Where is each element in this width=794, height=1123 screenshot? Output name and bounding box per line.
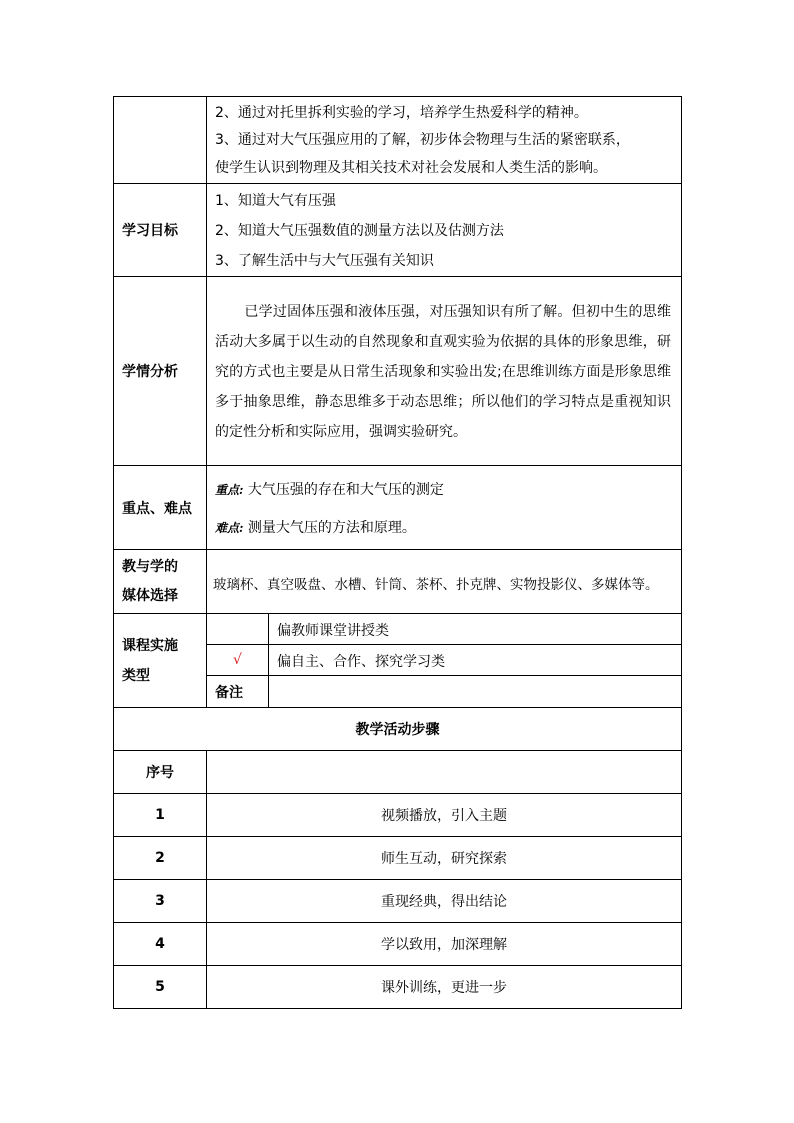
media-label-line: 媒体选择 — [122, 587, 178, 604]
step-text: 视频播放，引入主题 — [207, 794, 682, 837]
table-row — [114, 880, 682, 923]
key-tag: 重点: — [215, 482, 244, 497]
objectives-row — [114, 97, 682, 184]
table-row — [114, 794, 682, 837]
media-row — [114, 550, 682, 614]
difficult-text: 测量大气压的方法和原理。 — [247, 519, 416, 536]
key-points-content — [207, 466, 682, 550]
objective-line: 使学生认识到物理及其相关技术对社会发展和人类生活的影响。 — [215, 160, 607, 176]
step-number: 1 — [114, 794, 207, 837]
learning-goals-label: 学习目标 — [114, 184, 207, 277]
step-number: 2 — [114, 837, 207, 880]
remark-content — [269, 676, 682, 708]
media-content: 玻璃杯、真空吸盘、水槽、针筒、茶杯、扑克牌、实物投影仪、多媒体等。 — [207, 550, 682, 614]
content-header — [207, 751, 682, 794]
course-type-label-line: 课程实施 — [122, 637, 178, 654]
table-row — [114, 837, 682, 880]
key-points-label: 重点、难点 — [114, 466, 207, 550]
objective-line: 3、通过对大气压强应用的了解，初步体会物理与生活的紧密联系， — [215, 132, 630, 148]
student-analysis-text: 已学过固体压强和液体压强，对压强知识有所了解。但初中生的思维活动大多属于以生动的自然现象和直观实验为依据的具体的形象思维，研究的方式也主要是从日常生活现象和实验出发;在思维训练方面是形象思维多于抽象思维，静态思维多于动态思维；所以他们的学习特点是重视知识的定性分析和实际应用，强调实验研究。 — [215, 304, 671, 440]
student-analysis-content — [207, 277, 682, 466]
difficult-point-line — [215, 509, 675, 547]
course-type-check — [207, 614, 269, 645]
table-row — [114, 966, 682, 1009]
learning-goals-content — [207, 184, 682, 277]
key-points-row — [114, 466, 682, 550]
course-type-row-1 — [114, 614, 682, 645]
steps-title-row — [114, 708, 682, 751]
course-type-option: 偏教师课堂讲授类 — [269, 614, 682, 645]
media-label — [114, 550, 207, 614]
step-text: 课外训练，更进一步 — [207, 966, 682, 1009]
steps-header-row — [114, 751, 682, 794]
key-text: 大气压强的存在和大气压的测定 — [247, 481, 444, 498]
steps-title: 教学活动步骤 — [114, 708, 682, 751]
course-type-check: √ — [207, 645, 269, 676]
course-type-label-line: 类型 — [122, 667, 150, 684]
objectives-label-cell — [114, 97, 207, 184]
media-label-line: 教与学的 — [122, 558, 178, 575]
table-row — [114, 923, 682, 966]
goal-item: 2、知道大气压强数值的测量方法以及估测方法 — [215, 223, 504, 239]
learning-goals-row — [114, 184, 682, 277]
step-number: 4 — [114, 923, 207, 966]
lesson-plan-table — [113, 96, 682, 1009]
step-text: 重现经典，得出结论 — [207, 880, 682, 923]
objectives-content — [207, 97, 682, 184]
step-text: 师生互动，研究探索 — [207, 837, 682, 880]
difficult-tag: 难点: — [215, 520, 244, 535]
course-type-label — [114, 614, 207, 708]
step-number: 5 — [114, 966, 207, 1009]
key-point-line — [215, 471, 675, 509]
student-analysis-row — [114, 277, 682, 466]
index-header: 序号 — [114, 751, 207, 794]
goal-item: 3、了解生活中与大气压强有关知识 — [215, 253, 434, 269]
course-type-option: 偏自主、合作、探究学习类 — [269, 645, 682, 676]
goal-item: 1、知道大气有压强 — [215, 193, 336, 209]
objective-line: 2、通过对托里拆利实验的学习，培养学生热爱科学的精神。 — [215, 105, 588, 121]
step-number: 3 — [114, 880, 207, 923]
student-analysis-label: 学情分析 — [114, 277, 207, 466]
remark-label: 备注 — [207, 676, 269, 708]
step-text: 学以致用，加深理解 — [207, 923, 682, 966]
